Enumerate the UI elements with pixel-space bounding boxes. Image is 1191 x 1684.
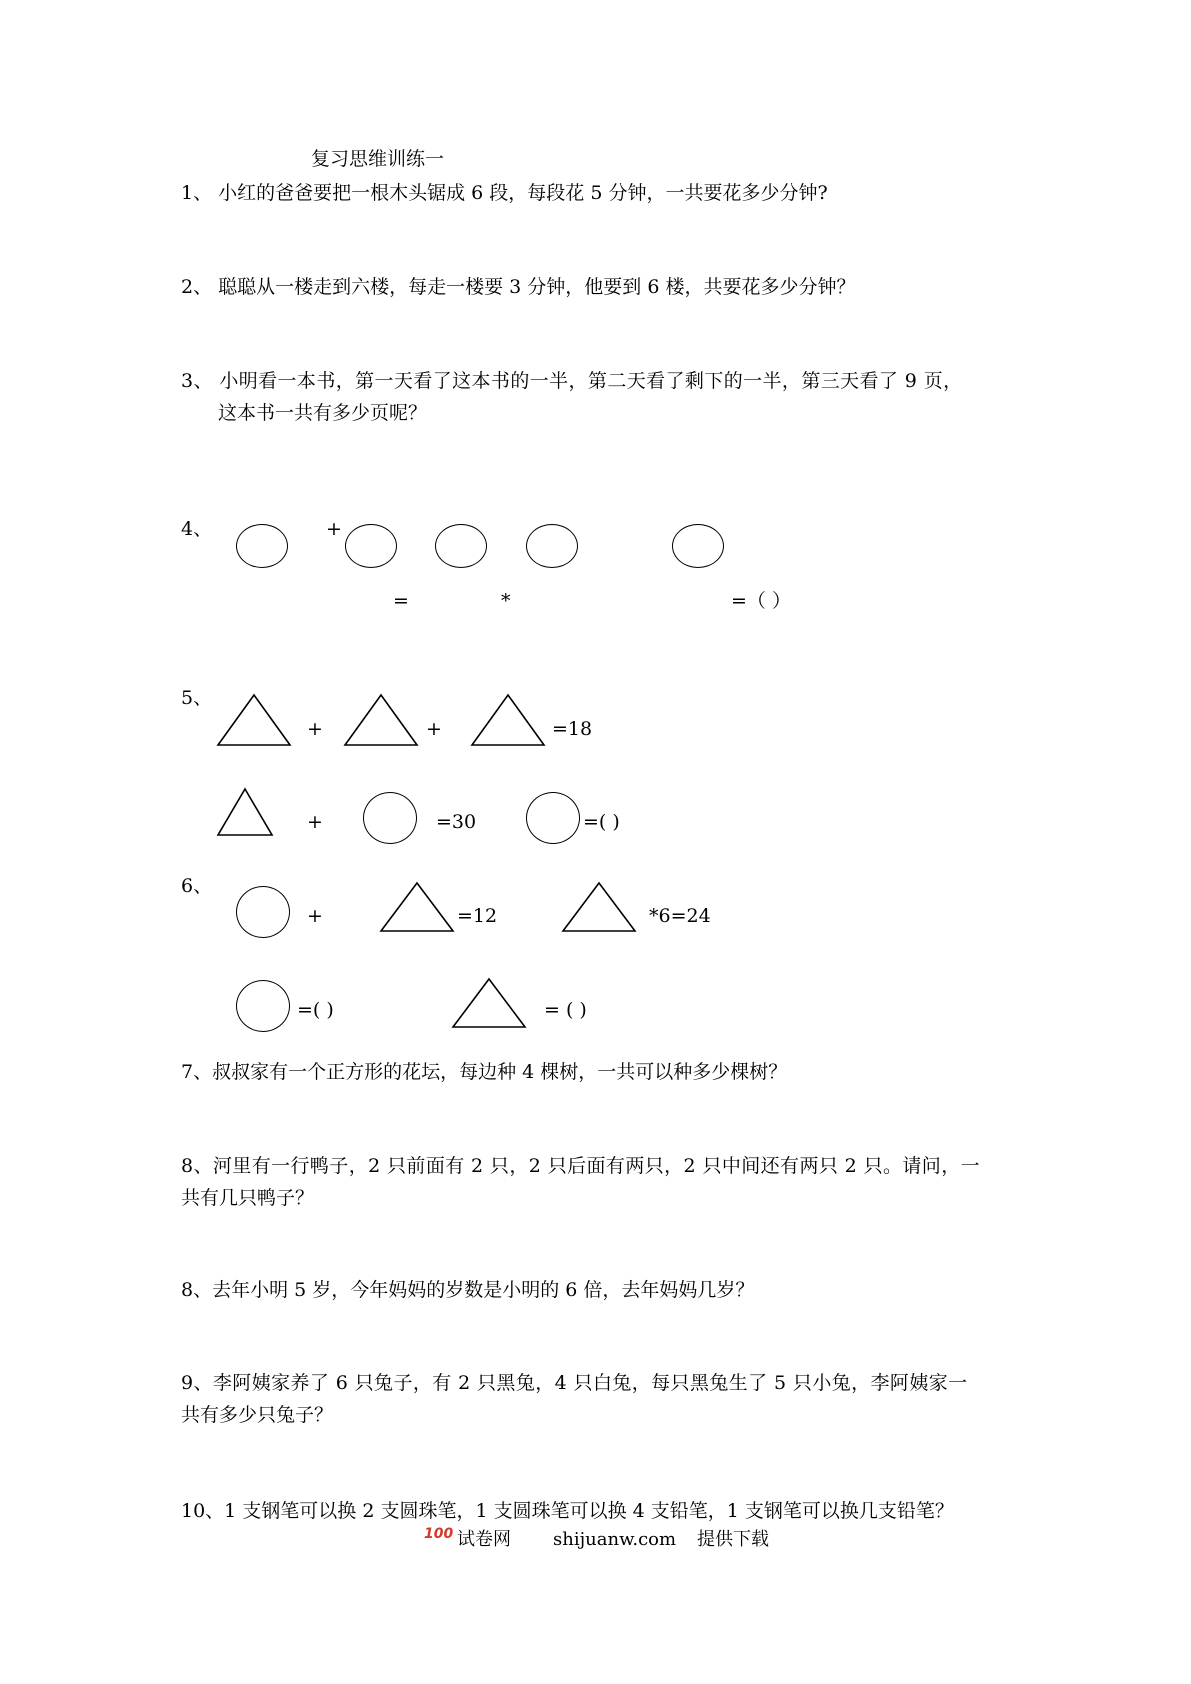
q4-circle-3 [435, 524, 487, 568]
q4-answer-blank: =（ ） [731, 590, 791, 612]
q5-plus-sign-1: + [307, 718, 323, 740]
q6-triangle-1 [379, 881, 455, 933]
question-9-line-2: 共有多少只兔子？ [181, 1404, 334, 1426]
question-8b: 8、去年小明 5 岁，今年妈妈的岁数是小明的 6 倍，去年妈妈几岁？ [181, 1279, 755, 1301]
q5-triangle-3 [470, 693, 546, 747]
q6-circle-1 [236, 886, 290, 938]
q6-times-6-equals-24: *6=24 [649, 905, 711, 927]
footer-provider: 提供下载 [697, 1529, 769, 1550]
question-8a-line-1: 8、河里有一行鸭子，2 只前面有 2 只，2 只后面有两只，2 只中间还有两只 2 只。请问，一 [181, 1155, 981, 1177]
q5-plus-sign-2: + [426, 718, 442, 740]
footer-logo: 100 [424, 1526, 454, 1542]
q6-triangle-3 [451, 977, 527, 1029]
question-2: 2、 聪聪从一楼走到六楼，每走一楼要 3 分钟，他要到 6 楼，共要花多少分钟？ [181, 276, 856, 298]
worksheet-title: 复习思维训练一 [311, 148, 445, 170]
question-8a-line-2: 共有几只鸭子？ [181, 1187, 315, 1209]
footer-domain[interactable]: shijuanw.com [553, 1529, 677, 1550]
q5-equals-18: =18 [552, 718, 593, 740]
question-4-number: 4、 [181, 518, 213, 540]
q4-circle-2 [345, 524, 397, 568]
q4-circle-4 [526, 524, 578, 568]
q6-circle-answer-blank: =( ) [297, 999, 334, 1021]
question-7: 7、叔叔家有一个正方形的花坛，每边种 4 棵树，一共可以种多少棵树？ [181, 1061, 788, 1083]
q4-star-sign: * [501, 590, 511, 612]
q6-plus-sign: + [307, 905, 323, 927]
q5-triangle-2 [343, 693, 419, 747]
q6-equals-12: =12 [457, 905, 498, 927]
q6-circle-2 [236, 980, 290, 1032]
q5-plus-sign-3: + [307, 811, 323, 833]
q5-triangle-1 [216, 693, 292, 747]
q5-triangle-4 [216, 787, 274, 837]
question-1: 1、 小红的爸爸要把一根木头锯成 6 段，每段花 5 分钟，一共要花多少分钟? [181, 182, 828, 204]
q4-circle-5 [672, 524, 724, 568]
q6-triangle-2 [561, 881, 637, 933]
q4-plus-sign: + [326, 518, 342, 540]
q4-circle-1 [236, 524, 288, 568]
q5-circle-2 [526, 792, 580, 844]
question-6-number: 6、 [181, 875, 213, 897]
q5-equals-30: =30 [436, 811, 477, 833]
footer-site-name: 试卷网 [457, 1529, 511, 1550]
q6-triangle-answer-blank: = ( ) [544, 999, 587, 1021]
question-5-number: 5、 [181, 687, 213, 709]
question-10: 10、1 支钢笔可以换 2 支圆珠笔，1 支圆珠笔可以换 4 支铅笔，1 支钢笔可以换几支铅笔？ [181, 1500, 954, 1522]
q5-answer-blank: =( ) [583, 811, 620, 833]
q5-circle-1 [363, 792, 417, 844]
question-3-line-2: 这本书一共有多少页呢？ [218, 402, 428, 424]
question-3-line-1: 3、 小明看一本书，第一天看了这本书的一半，第二天看了剩下的一半，第三天看了 9 页， [181, 370, 963, 392]
question-9-line-1: 9、李阿姨家养了 6 只兔子，有 2 只黑兔，4 只白兔，每只黑兔生了 5 只小兔，李阿姨家一 [181, 1372, 968, 1394]
q4-equals-sign: = [393, 590, 409, 612]
